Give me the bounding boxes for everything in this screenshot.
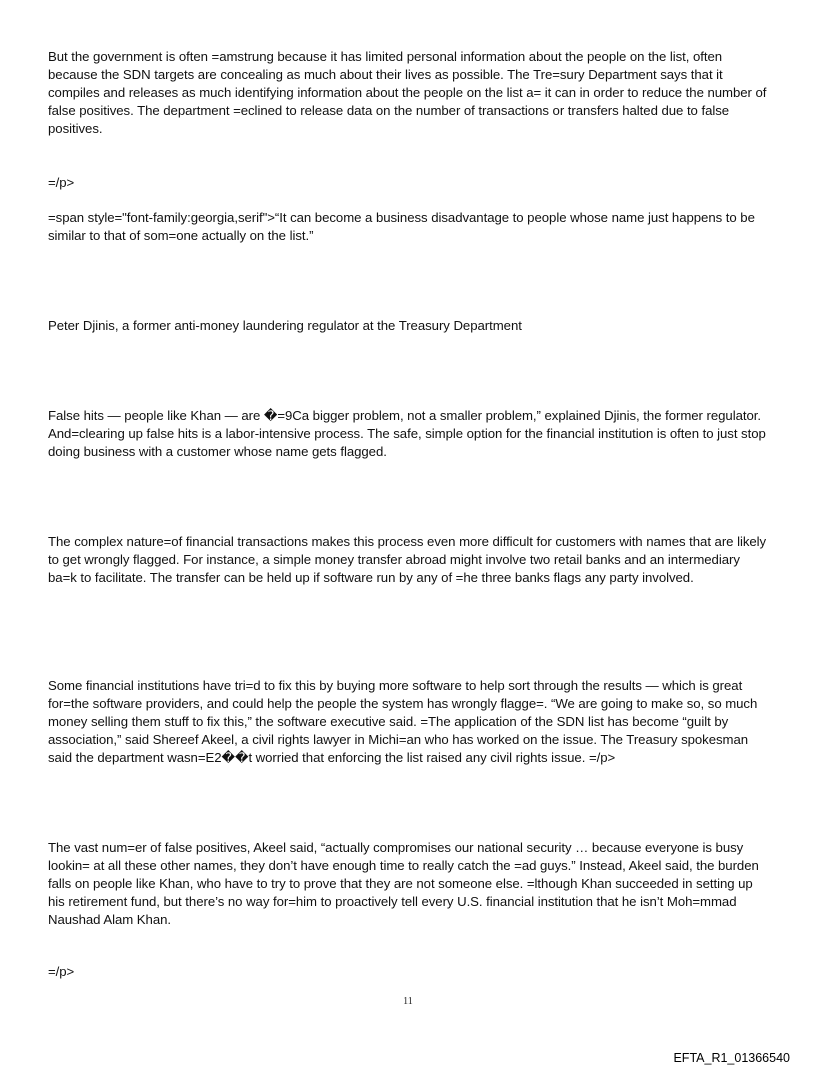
paragraph-complex-transactions: The complex nature=of financial transactions makes this process even more difficult for customers with names that are likely to get wrongly flagged. For instance, a simple money transfer abroad might involve two retail banks and an intermediary ba=k to facilitate. The transfer can be held up if software run by any of =he three banks flags any party involved.	[48, 534, 767, 585]
paragraph-html-artifact: =/p>	[48, 175, 75, 190]
paragraph-quote: =span style="font-family:georgia,serif">“It can become a business disadvantage to people whose name just happens to be similar to that of som=one actually on the list.”	[48, 210, 755, 243]
paragraph-false-positives: The vast num=er of false positives, Akeel said, “actually compromises our national security … because everyone is busy lookin= at all these other names, they don’t have enough time to really catch the =ad guys.” Instead, Akeel said, the burden falls on people like Khan, who have to try to prove that they are not someone else. =lthough Khan succeeded in setting up his retirement fund, but there’s no way for=him to proactively tell every U.S. financial institution that he isn’t Moh=mmad Naushad Alam Khan.	[48, 840, 759, 927]
paragraph-html-artifact-end: =/p>	[48, 964, 75, 979]
paragraph-government-info: But the government is often =amstrung because it has limited personal information about the people on the list, often because the SDN targets are concealing as much about their lives as possible. The Tre=sury Department says that it compiles and releases as much identifying information about the people on the list a= it can in order to reduce the number of false positives. The department =eclined to release data on the number of transactions or transfers halted due to false positives.	[48, 49, 767, 136]
paragraph-false-hits: False hits — people like Khan — are �=9Ca bigger problem, not a smaller problem,” explained Djinis, the former regulator. And=clearing up false hits is a labor-intensive process. The safe, simple option for the financial institution is often to just stop doing business with a customer whose name gets flagged.	[48, 408, 766, 459]
page-number: 11	[403, 996, 413, 1007]
paragraph-software-fix: Some financial institutions have tri=d to fix this by buying more software to help sort through the results — which is great for=the software providers, and could help the people the system has wrongly flagge=. “We are going to make so, so much money selling them stuff to fix this,” the software executive said. =The application of the SDN list has become “guilt by association,” said Shereef Akeel, a civil rights lawyer in Michi=an who has worked on the issue. The Treasury spokesman said the department wasn=E2��t worried that enforcing the list raised any civil rights issue. =/p>	[48, 678, 758, 765]
document-id-stamp: EFTA_R1_01366540	[673, 1051, 790, 1065]
paragraph-attribution: Peter Djinis, a former anti-money laundering regulator at the Treasury Department	[48, 318, 522, 333]
